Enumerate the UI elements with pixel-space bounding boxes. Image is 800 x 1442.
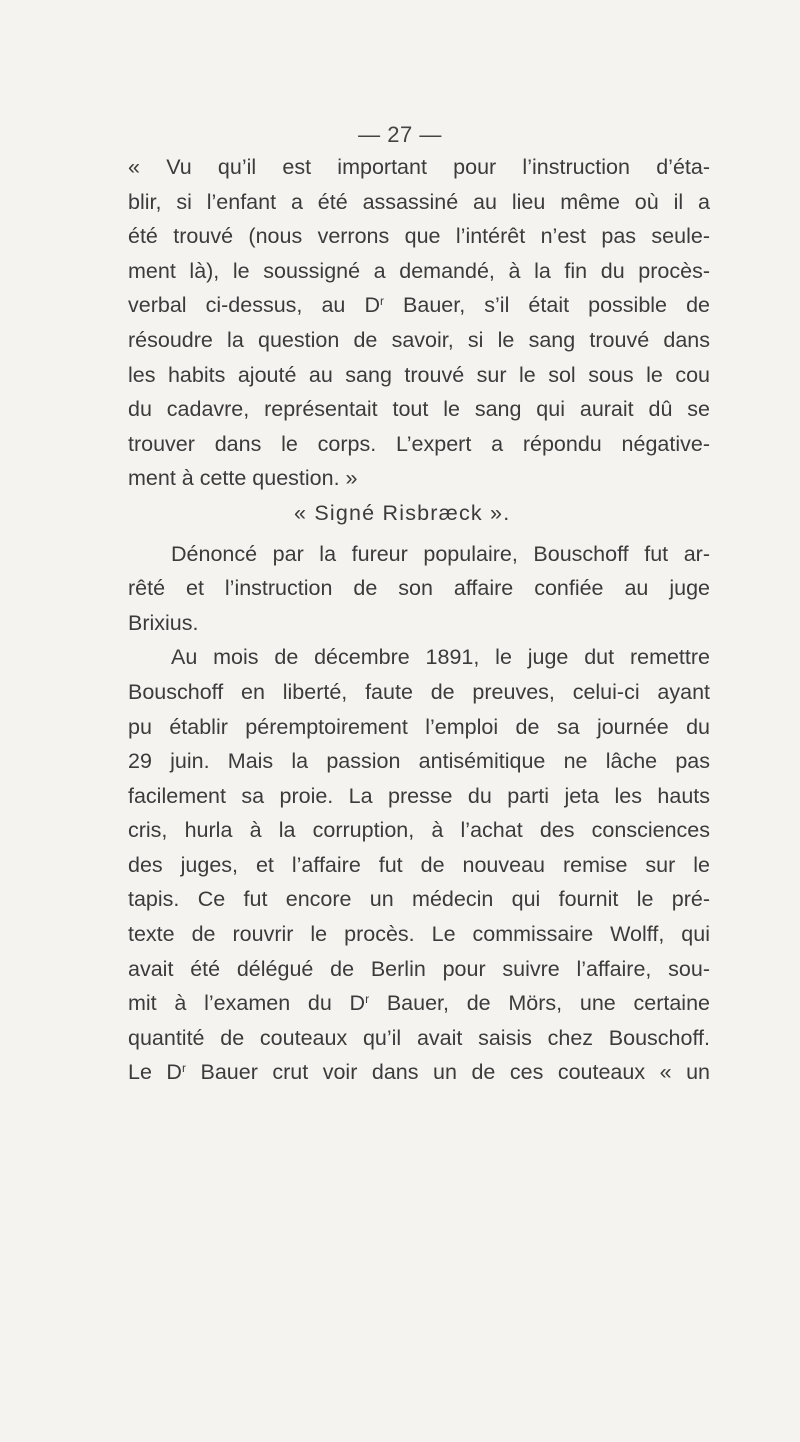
- text-line: les habits ajouté au sang trouvé sur le sol sous le cou: [128, 362, 710, 387]
- text-line: [128, 1055, 710, 1090]
- text-line: tapis. Ce fut encore un médecin qui fournit le pré-: [128, 887, 710, 912]
- text-line: trouver dans le corps. L’expert a répondu négative-: [128, 431, 710, 456]
- text-line: cris, hurla à la corruption, à l’achat des consciences: [128, 818, 710, 843]
- text-line: avait été délégué de Berlin pour suivre l’affaire, sou-: [128, 956, 710, 981]
- text-line: texte de rouvrir le procès. Le commissaire Wolff, qui: [128, 922, 710, 947]
- text-line: ment là), le soussigné a demandé, à la fin du procès-: [128, 258, 710, 283]
- text-line: des juges, et l’affaire fut de nouveau remise sur le: [128, 852, 710, 877]
- text-line: blir, si l’enfant a été assassiné au lieu même où il a: [128, 189, 710, 214]
- text-line: résoudre la question de savoir, si le sang trouvé dans: [128, 327, 710, 352]
- text-line: Brixius.: [128, 610, 199, 635]
- text-line: quantité de couteaux qu’il avait saisis chez Bouschoff.: [128, 1025, 710, 1050]
- text-fragment: Bauer, s’il était possible de: [383, 293, 710, 318]
- text-line: rêté et l’instruction de son affaire confiée au juge: [128, 576, 710, 601]
- superscript: r: [379, 294, 384, 309]
- paragraph-start: Au mois de décembre 1891, le juge dut remettre: [171, 645, 710, 670]
- text-line: [128, 986, 710, 1021]
- text-fragment: verbal ci-dessus, au D: [128, 293, 380, 318]
- text-line: du cadavre, représentait tout le sang qui aurait dû se: [128, 397, 710, 422]
- text-fragment: Bauer, de Mörs, une certaine: [369, 991, 710, 1016]
- text-line: pu établir péremptoirement l’emploi de sa journée du: [128, 714, 710, 739]
- signature-line: « Signé Risbræck ».: [294, 500, 511, 525]
- superscript: r: [365, 992, 370, 1007]
- superscript: r: [181, 1061, 186, 1076]
- text-line: été trouvé (nous verrons que l’intérêt n’est pas seule-: [128, 224, 710, 249]
- text-fragment: Bauer crut voir dans un de ces couteaux « un: [185, 1060, 710, 1085]
- text-line: [128, 288, 710, 323]
- text-line: facilement sa proie. La presse du parti jeta les hauts: [128, 783, 710, 808]
- body-text: [128, 150, 710, 1090]
- text-fragment: mit à l’examen du D: [128, 991, 366, 1016]
- text-line: 29 juin. Mais la passion antisémitique ne lâche pas: [128, 749, 710, 774]
- text-line: Bouschoff en liberté, faute de preuves, celui-ci ayant: [128, 679, 710, 704]
- text-line: « Vu qu’il est important pour l’instruction d’éta-: [128, 155, 710, 179]
- text-fragment: Le D: [128, 1060, 182, 1085]
- page-number: — 27 —: [358, 122, 442, 147]
- text-line: ment à cette question. »: [128, 466, 358, 491]
- paragraph-start: Dénoncé par la fureur populaire, Bouschoff fut ar-: [171, 541, 710, 566]
